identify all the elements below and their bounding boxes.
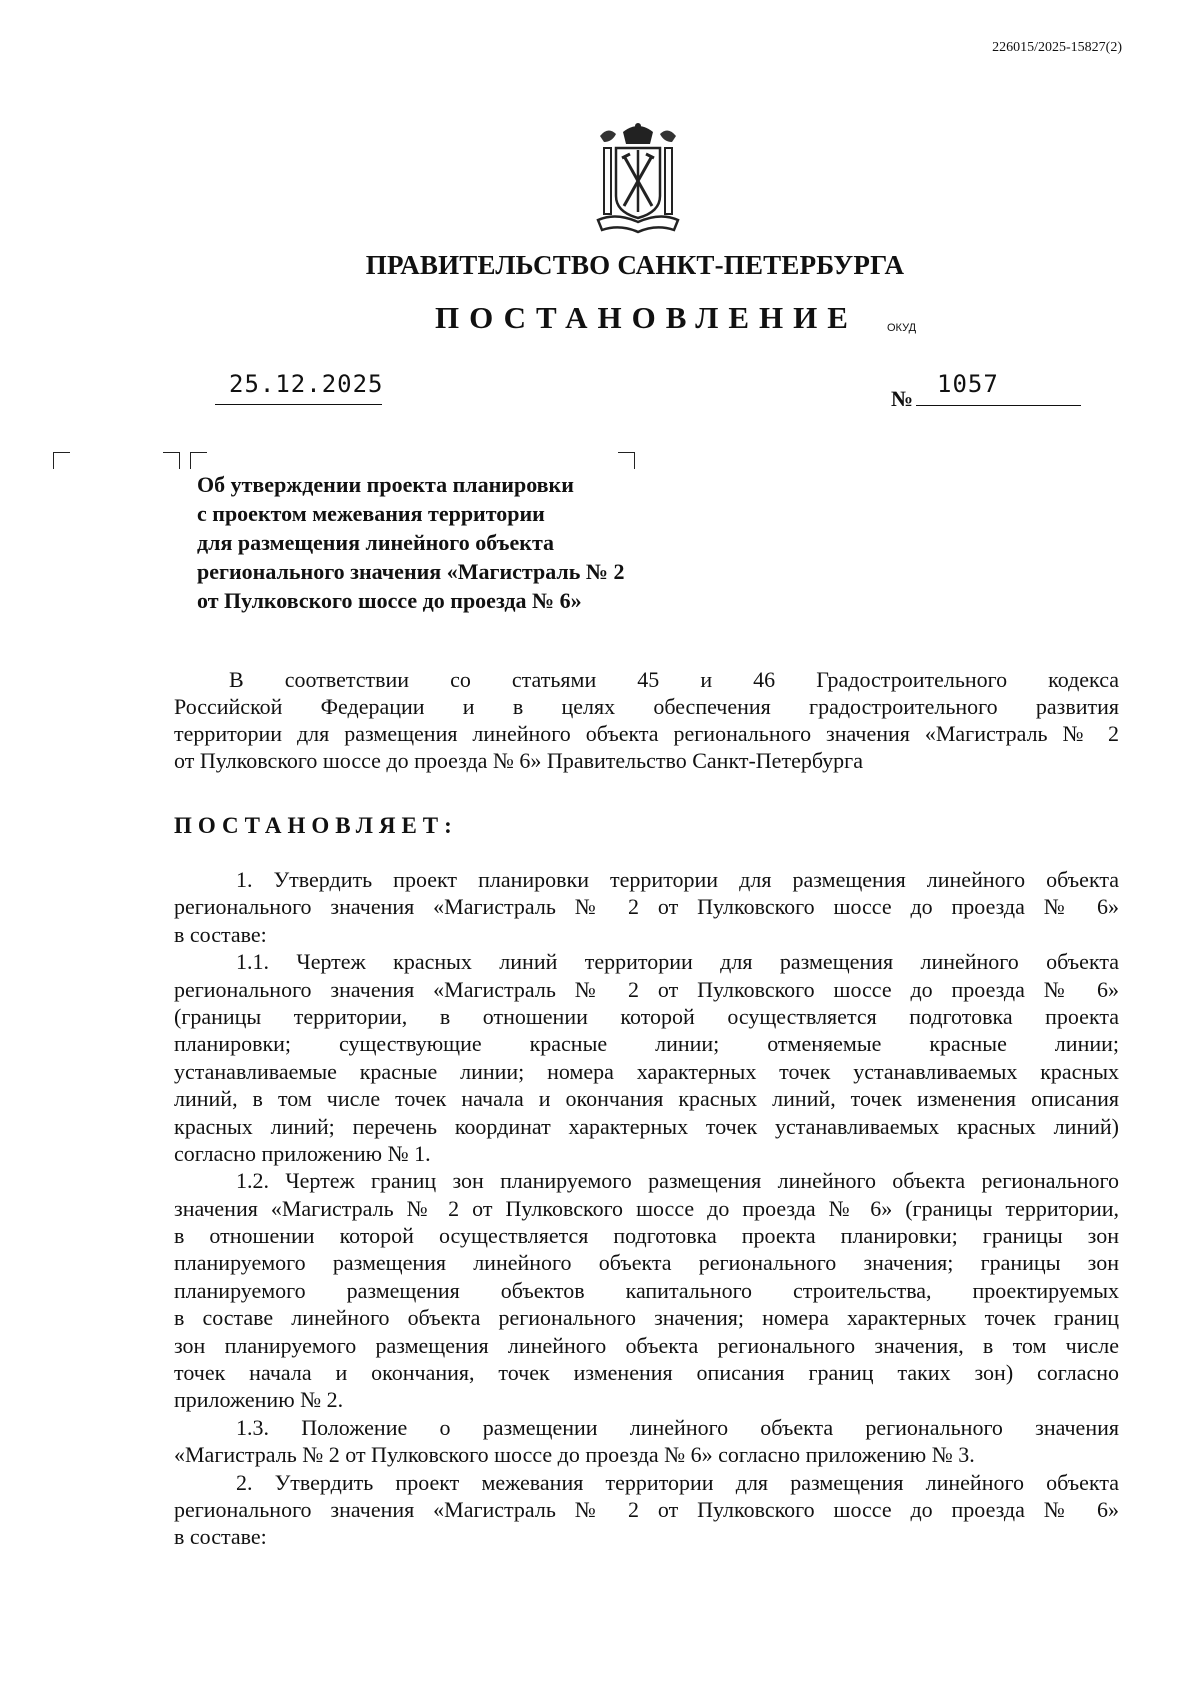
- subject-line: регионального значения «Магистраль № 2: [197, 559, 625, 584]
- preamble-line: от Пулковского шоссе до проезда № 6» Правительство Санкт-Петербурга: [174, 748, 863, 773]
- preamble-line: Российской Федерации и в целях обеспечения градостроительного развития: [174, 694, 1119, 719]
- decree-item-line: 1.3. Положение о размещении линейного объекта регионального значения: [236, 1414, 1119, 1440]
- decree-item-line: зон планируемого размещения линейного объекта регионального значения, в том числе: [174, 1332, 1119, 1358]
- decree-item-line: в составе:: [174, 1524, 267, 1550]
- okud-label: ОКУД: [887, 322, 917, 334]
- decree-item-line: «Магистраль № 2 от Пулковского шоссе до проезда № 6» согласно приложению № 3.: [174, 1442, 975, 1468]
- decree-item-line: приложению № 2.: [174, 1387, 344, 1413]
- decree-title: ПОСТАНОВЛЕНИЕ: [435, 300, 858, 335]
- decree-item-line: планировки; существующие красные линии; отменяемые красные линии;: [174, 1031, 1119, 1057]
- number-underline: [916, 405, 1081, 406]
- decree-date: 25.12.2025: [229, 370, 384, 398]
- preamble-line: В соответствии со статьями 45 и 46 Градостроительного кодекса: [229, 667, 1119, 692]
- decree-item-line: 1.2. Чертеж границ зон планируемого размещения линейного объекта регионального: [236, 1168, 1119, 1194]
- decree-item-line: регионального значения «Магистраль № 2 от Пулковского шоссе до проезда № 6»: [174, 1496, 1119, 1522]
- decree-item-line: значения «Магистраль № 2 от Пулковского шоссе до проезда № 6» (границы территории,: [174, 1195, 1119, 1221]
- left-margin-bracket: [53, 452, 70, 469]
- decree-item-line: в составе линейного объекта регионального значения; номера характерных точек границ: [174, 1305, 1119, 1331]
- decree-item-line: согласно приложению № 1.: [174, 1140, 431, 1166]
- decree-item-line: в составе:: [174, 921, 267, 947]
- preamble: [174, 666, 1119, 774]
- subject-line: от Пулковского шоссе до проезда № 6»: [197, 588, 582, 613]
- decree-item-line: (границы территории, в отношении которой осуществляется подготовка проекта: [174, 1003, 1119, 1029]
- government-title: ПРАВИТЕЛЬСТВО САНКТ-ПЕТЕРБУРГА: [365, 250, 905, 280]
- decree-items: [174, 866, 1119, 1551]
- number-label: №: [891, 386, 914, 411]
- decree-item-line: 2. Утвердить проект межевания территории для размещения линейного объекта: [236, 1469, 1119, 1495]
- decree-item-line: регионального значения «Магистраль № 2 от Пулковского шоссе до проезда № 6»: [174, 894, 1119, 920]
- decree-item-line: в отношении которой осуществляется подготовка проекта планировки; границы зон: [174, 1223, 1119, 1249]
- saint-petersburg-coat-of-arms-icon: [586, 122, 690, 234]
- decree-item-line: регионального значения «Магистраль № 2 от Пулковского шоссе до проезда № 6»: [174, 976, 1119, 1002]
- preamble-line: территории для размещения линейного объекта регионального значения «Магистраль № 2: [174, 721, 1119, 746]
- decree-item-line: планируемого размещения линейного объекта регионального значения; границы зон: [174, 1250, 1119, 1276]
- subject-bracket-left: [163, 452, 180, 469]
- subject-bracket-left-inner: [190, 452, 207, 469]
- decree-number: 1057: [937, 370, 999, 398]
- decree-item-line: точек начала и окончания, точек изменения описания границ таких зон) согласно: [174, 1360, 1119, 1386]
- decree-date-field: [215, 370, 382, 405]
- decree-item-line: 1.1. Чертеж красных линий территории для размещения линейного объекта: [236, 949, 1119, 975]
- decree-item-line: устанавливаемые красные линии; номера характерных точек устанавливаемых красных: [174, 1058, 1119, 1084]
- subject-line: Об утверждении проекта планировки: [197, 472, 574, 497]
- subject-line: с проектом межевания территории: [197, 501, 545, 526]
- decree-item-line: линий, в том числе точек начала и окончания красных линий, точек изменения описания: [174, 1086, 1119, 1112]
- decree-item-line: планируемого размещения объектов капитального строительства, проектируемых: [174, 1277, 1119, 1303]
- resolves-heading: ПОСТАНОВЛЯЕТ:: [174, 813, 458, 838]
- subject-line: для размещения линейного объекта: [197, 530, 555, 555]
- decree-item-line: красных линий; перечень координат характерных точек устанавливаемых красных линий): [174, 1113, 1119, 1139]
- decree-subject: [197, 470, 624, 615]
- decree-item-line: 1. Утвердить проект планировки территории для размещения линейного объекта: [236, 867, 1119, 892]
- document-code: 226015/2025-15827(2): [992, 40, 1122, 55]
- subject-bracket-right: [618, 452, 635, 469]
